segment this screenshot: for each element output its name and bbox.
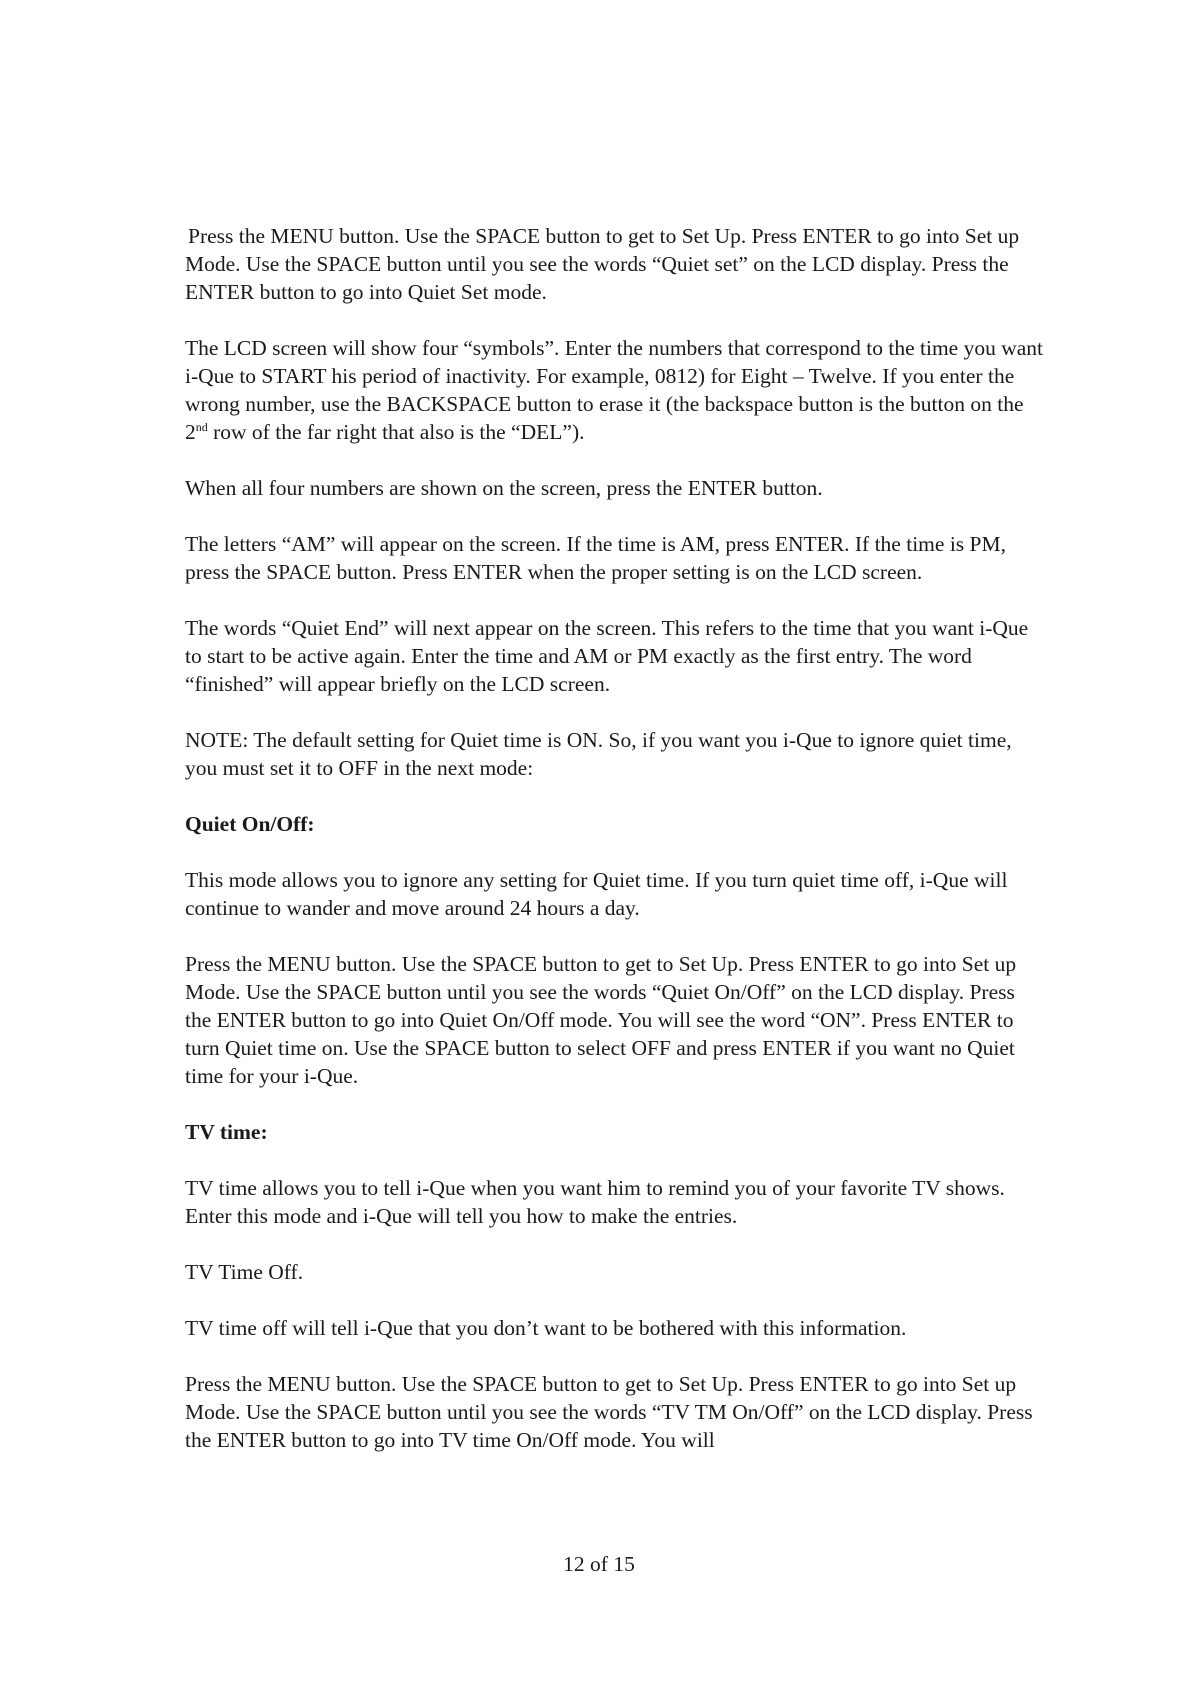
paragraph-symbols-text: The LCD screen will show four “symbols”. Enter the numbers that correspond to the time you want i-Que to START his period of inactivity. For example, 0812) for Eight – Twelve. If you enter the wrong number, use the BACKSPACE button to erase it (the backspace button is the button on the 2 [185, 336, 1044, 444]
paragraph-quiet-end: The words “Quiet End” will next appear on the screen. This refers to the time that you want i-Que to start to be active again. Enter the time and AM or PM exactly as the first entry. The word “finished” will appear briefly on the LCD screen. [185, 616, 1029, 696]
heading-quiet-on-off: Quiet On/Off: [185, 812, 315, 836]
paragraph-note: NOTE: The default setting for Quiet time is ON. So, if you want you i-Que to ignore quiet time, you must set it to OFF in the next mode: [185, 728, 1012, 780]
paragraph-tv-time-off-description: TV time off will tell i-Que that you don’t want to be bothered with this information. [185, 1316, 907, 1340]
heading-tv-time: TV time: [185, 1120, 268, 1144]
document-page [185, 222, 1045, 1482]
superscript-nd: nd [195, 419, 208, 434]
paragraph-quiet-set-instructions: Press the MENU button. Use the SPACE button to get to Set Up. Press ENTER to go into Set up Mode. Use the SPACE button until you see the words “Quiet set” on the LCD display. Press the ENTER button to go into Quiet Set mode. [185, 224, 1020, 304]
paragraph-symbols-text-end: row of the far right that also is the “DEL”). [207, 420, 585, 444]
paragraph-am-pm: The letters “AM” will appear on the screen. If the time is AM, press ENTER. If the time is PM, press the SPACE button. Press ENTER when the proper setting is on the LCD screen. [185, 532, 1006, 584]
paragraph-symbols-entry [185, 334, 1045, 446]
page-number: 12 of 15 [563, 1552, 635, 1576]
paragraph-tv-time-instructions: Press the MENU button. Use the SPACE button to get to Set Up. Press ENTER to go into Set up Mode. Use the SPACE button until you see the words “TV TM On/Off” on the LCD display. Press the ENTER button to go into TV time On/Off mode. You will [185, 1372, 1033, 1452]
paragraph-tv-time-off: TV Time Off. [185, 1260, 304, 1284]
paragraph-tv-time-description: TV time allows you to tell i-Que when you want him to remind you of your favorite TV shows. Enter this mode and i-Que will tell you how to make the entries. [185, 1176, 1005, 1228]
paragraph-four-numbers: When all four numbers are shown on the screen, press the ENTER button. [185, 476, 823, 500]
paragraph-quiet-on-off-instructions: Press the MENU button. Use the SPACE button to get to Set Up. Press ENTER to go into Set up Mode. Use the SPACE button until you see the words “Quiet On/Off” on the LCD display. Press the ENTER button to go into Quiet On/Off mode. You will see the word “ON”. Press ENTER to turn Quiet time on. Use the SPACE button to select OFF and press ENTER if you want no Quiet time for your i-Que. [185, 952, 1017, 1088]
paragraph-quiet-on-off-description: This mode allows you to ignore any setting for Quiet time. If you turn quiet time off, i-Que will continue to wander and move around 24 hours a day. [185, 868, 1008, 920]
